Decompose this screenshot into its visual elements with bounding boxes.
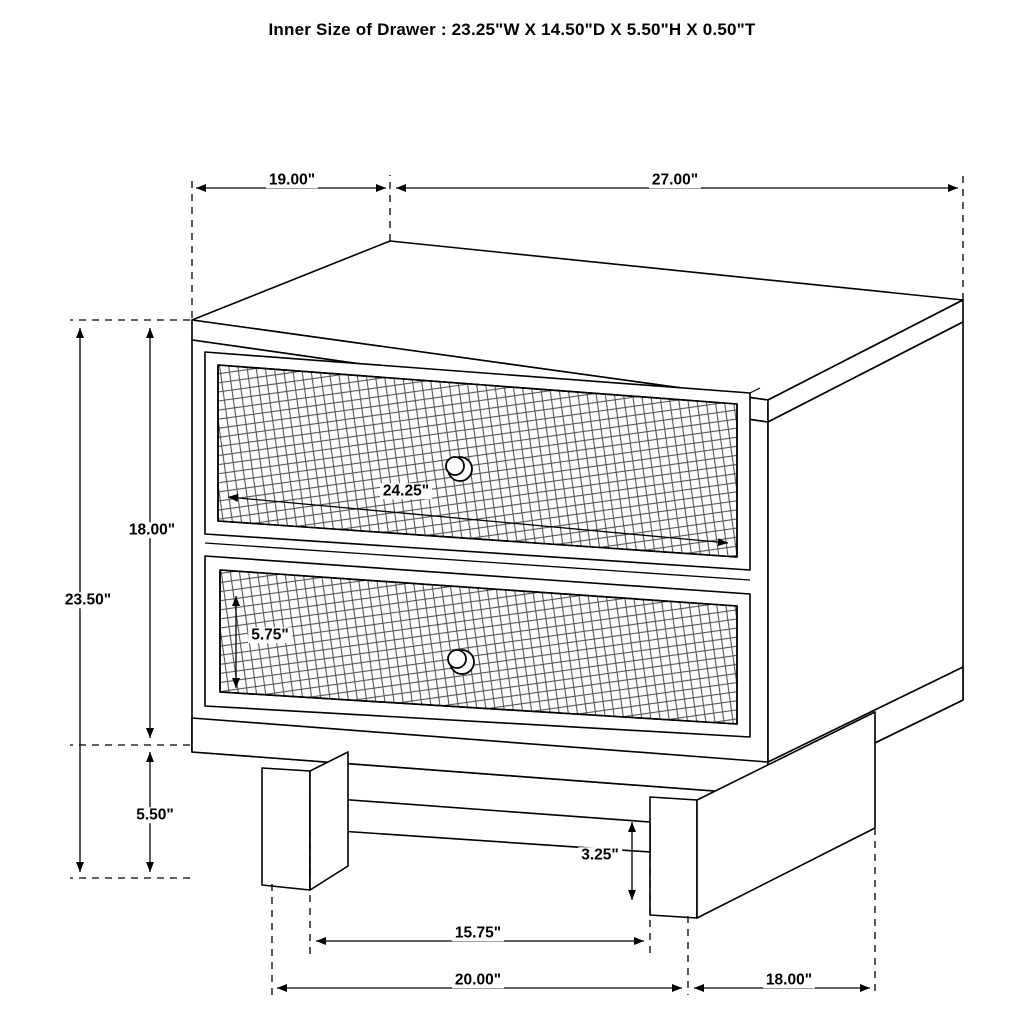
dimension-label-base-side-18: 18.00" (763, 972, 815, 988)
dimension-label-leg-span-15-75: 15.75" (452, 925, 504, 941)
dimension-label-leg-height-3-25: 3.25" (578, 847, 622, 863)
dimension-label-drawer-width-24-25: 24.25" (380, 483, 432, 499)
dimension-label-height-5-5: 5.50" (133, 807, 177, 823)
dimension-label-drawer-height-5-75: 5.75" (248, 627, 292, 643)
dimension-label-width-left-19: 19.00" (266, 172, 318, 188)
dimension-label-height-23-5: 23.50" (62, 592, 114, 608)
dimension-label-base-front-20: 20.00" (452, 972, 504, 988)
page-title: Inner Size of Drawer : 23.25"W X 14.50"D X 5.50"H X 0.50"T (268, 20, 756, 39)
dimension-label-height-18: 18.00" (126, 522, 178, 538)
dimension-label-width-right-27: 27.00" (649, 172, 701, 188)
